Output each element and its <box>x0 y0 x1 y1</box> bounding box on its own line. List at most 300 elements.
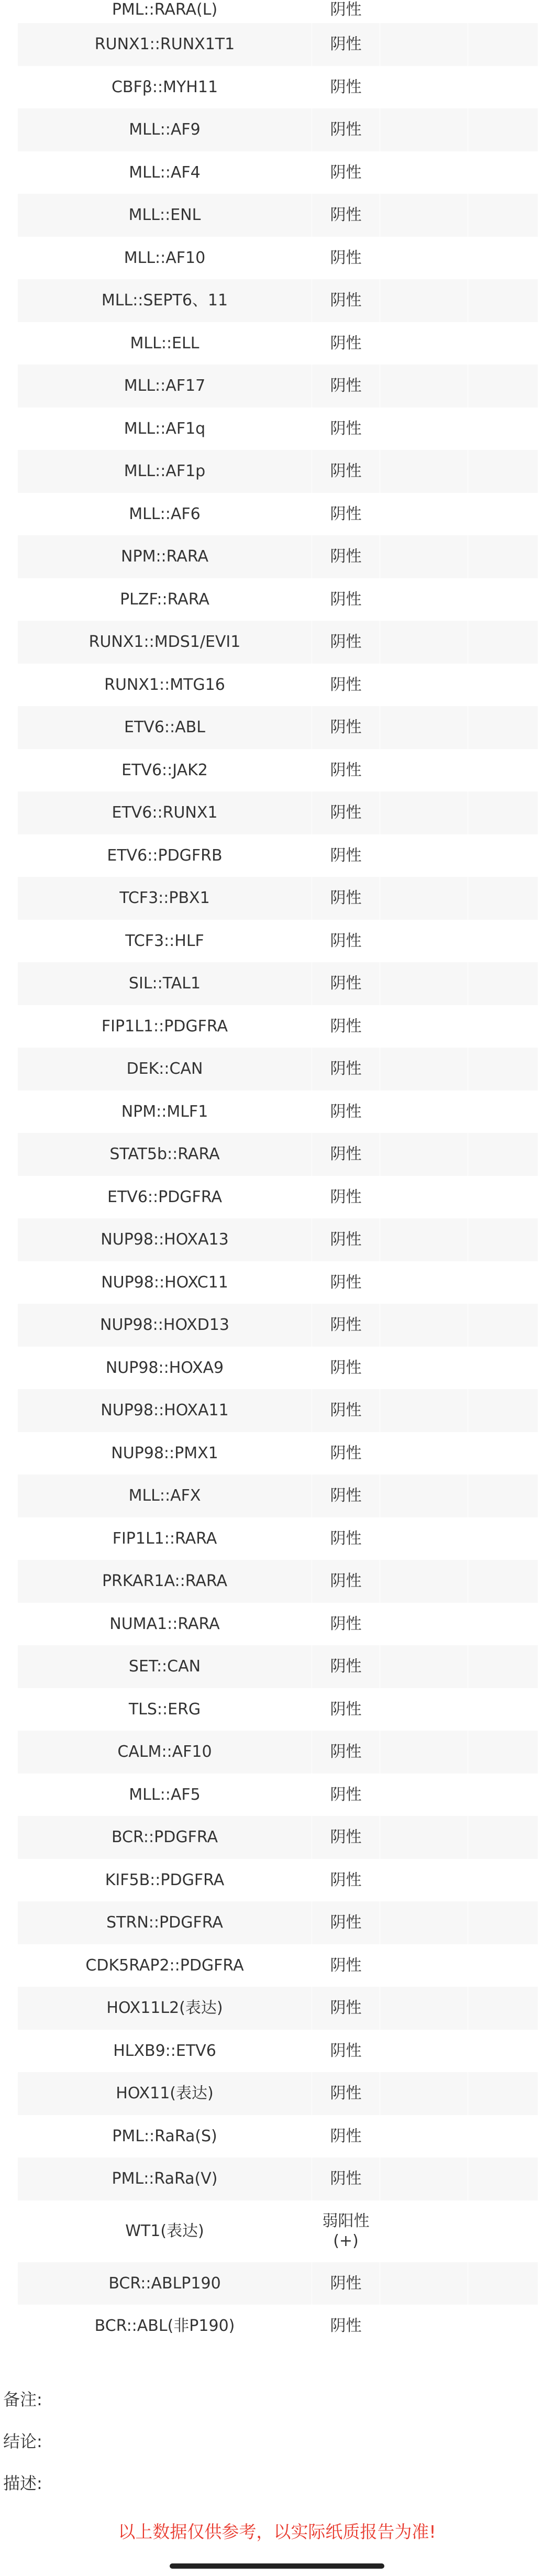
table-row <box>18 2200 538 2262</box>
item-cell <box>18 1944 312 1987</box>
result-cell <box>312 1347 380 1390</box>
result-value: 阴性 <box>330 2127 362 2145</box>
remark-label: 备注: <box>3 2390 42 2409</box>
empty-cell <box>380 1987 468 2030</box>
item-cell <box>18 1774 312 1817</box>
item-name: MLL::AFX <box>128 1487 201 1505</box>
result-value: 阴性 <box>330 1316 362 1334</box>
empty-cell <box>468 194 538 237</box>
result-value: 阴性 <box>330 163 362 182</box>
item-cell <box>18 1432 312 1475</box>
home-indicator[interactable] <box>170 2563 384 2569</box>
table-row <box>18 1859 538 1902</box>
table-row <box>18 365 538 408</box>
empty-cell <box>380 2262 468 2305</box>
result-value: 阴性 <box>330 2274 362 2293</box>
empty-cell <box>468 791 538 834</box>
result-value: 阴性 <box>330 1657 362 1676</box>
result-cell <box>312 1944 380 1987</box>
result-value: 阴性 <box>330 889 362 907</box>
item-cell <box>18 2030 312 2073</box>
empty-cell <box>468 1304 538 1347</box>
empty-cell <box>380 578 468 621</box>
empty-cell <box>468 322 538 365</box>
result-value: 阴性 <box>330 504 362 523</box>
item-name: SIL::TAL1 <box>128 974 201 993</box>
empty-cell <box>468 365 538 408</box>
item-name: PML::RaRa(S) <box>112 2127 217 2145</box>
item-name: PML::RaRa(V) <box>112 2170 218 2188</box>
result-cell <box>312 2030 380 2073</box>
result-value: 阴性 <box>330 1145 362 1163</box>
table-row <box>18 791 538 834</box>
table-row <box>18 151 538 194</box>
empty-cell <box>468 0 538 23</box>
item-name: CALM::AF10 <box>117 1743 212 1761</box>
item-cell <box>18 1859 312 1902</box>
item-cell <box>18 1133 312 1176</box>
item-name: MLL::AF5 <box>129 1785 201 1804</box>
item-cell <box>18 1603 312 1646</box>
result-value: 阴性 <box>330 1230 362 1249</box>
empty-cell <box>468 1603 538 1646</box>
table-row <box>18 493 538 536</box>
item-name: TLS::ERG <box>128 1700 201 1719</box>
empty-cell <box>380 1774 468 1817</box>
item-cell <box>18 1645 312 1688</box>
empty-cell <box>380 322 468 365</box>
table-row <box>18 834 538 877</box>
table-row <box>18 194 538 237</box>
result-cell <box>312 108 380 151</box>
item-name: MLL::AF10 <box>124 248 206 267</box>
empty-cell <box>468 1176 538 1219</box>
item-name: NUMA1::RARA <box>109 1614 220 1633</box>
item-cell <box>18 1731 312 1774</box>
result-value: 阴性 <box>330 2041 362 2060</box>
empty-cell <box>380 1560 468 1603</box>
empty-cell <box>468 834 538 877</box>
result-value: 阴性 <box>330 846 362 865</box>
empty-cell <box>380 1432 468 1475</box>
item-cell <box>18 1091 312 1133</box>
result-cell <box>312 365 380 408</box>
item-name: NPM::RARA <box>121 547 208 566</box>
result-value: 阴性 <box>330 1017 362 1036</box>
table-row <box>18 1901 538 1944</box>
item-name: ETV6::JAK2 <box>121 761 208 779</box>
result-value: 阴性 <box>330 1999 362 2017</box>
result-cell <box>312 2200 380 2262</box>
empty-cell <box>380 2305 468 2348</box>
empty-cell <box>468 237 538 280</box>
result-value: 阴性 <box>330 1 362 19</box>
table-row <box>18 1987 538 2030</box>
result-value: 阴性 <box>330 1273 362 1292</box>
result-cell <box>312 0 380 23</box>
result-value: 阴性 <box>330 1444 362 1462</box>
table-row <box>18 664 538 707</box>
result-cell <box>312 493 380 536</box>
table-row <box>18 1517 538 1560</box>
empty-cell <box>468 1560 538 1603</box>
result-cell <box>312 791 380 834</box>
table-row <box>18 1304 538 1347</box>
empty-cell <box>468 1816 538 1859</box>
result-cell <box>312 1304 380 1347</box>
item-cell <box>18 621 312 664</box>
item-cell <box>18 535 312 578</box>
empty-cell <box>468 1688 538 1731</box>
table-row <box>18 2262 538 2305</box>
item-name: MLL::AF17 <box>124 377 206 395</box>
empty-cell <box>380 2030 468 2073</box>
item-name: NPM::MLF1 <box>121 1102 208 1121</box>
result-value: 阴性 <box>330 803 362 822</box>
item-cell <box>18 365 312 408</box>
empty-cell <box>380 365 468 408</box>
item-cell <box>18 2200 312 2262</box>
item-cell <box>18 1048 312 1091</box>
result-value: 阴性 <box>330 1102 362 1121</box>
table-row <box>18 1731 538 1774</box>
result-cell <box>312 1645 380 1688</box>
item-cell <box>18 0 312 23</box>
result-value: 阴性 <box>330 1529 362 1548</box>
empty-cell <box>468 920 538 963</box>
empty-cell <box>468 1731 538 1774</box>
item-cell <box>18 920 312 963</box>
empty-cell <box>380 2115 468 2158</box>
empty-cell <box>380 1603 468 1646</box>
empty-cell <box>468 1774 538 1817</box>
result-cell <box>312 1005 380 1048</box>
empty-cell <box>380 66 468 109</box>
result-cell <box>312 1261 380 1304</box>
item-name: STRN::PDGFRA <box>106 1913 223 1932</box>
empty-cell <box>468 2305 538 2348</box>
table-row <box>18 1688 538 1731</box>
item-name: NUP98::HOXC11 <box>101 1273 228 1292</box>
empty-cell <box>380 1517 468 1560</box>
table-row <box>18 66 538 109</box>
table-row <box>18 1005 538 1048</box>
result-cell <box>312 877 380 920</box>
item-cell <box>18 1218 312 1261</box>
result-cell <box>312 2157 380 2200</box>
item-name: MLL::ELL <box>130 334 200 353</box>
result-value: 阴性 <box>330 120 362 139</box>
result-value: 阴性 <box>330 1956 362 1975</box>
empty-cell <box>380 664 468 707</box>
empty-cell <box>468 1944 538 1987</box>
item-name: MLL::AF6 <box>129 504 201 523</box>
empty-cell <box>380 1474 468 1517</box>
empty-cell <box>468 1048 538 1091</box>
empty-cell <box>468 1218 538 1261</box>
result-value: 阴性 <box>330 1358 362 1377</box>
empty-cell <box>468 23 538 66</box>
empty-cell <box>380 1091 468 1133</box>
empty-cell <box>380 1005 468 1048</box>
table-row <box>18 535 538 578</box>
result-cell <box>312 450 380 493</box>
result-value: 阴性 <box>330 1913 362 1932</box>
empty-cell <box>380 2200 468 2262</box>
empty-cell <box>380 408 468 450</box>
table-row <box>18 1218 538 1261</box>
result-cell <box>312 1859 380 1902</box>
table-row <box>18 108 538 151</box>
item-cell <box>18 1389 312 1432</box>
result-cell <box>312 834 380 877</box>
result-value: 阴性 <box>330 1785 362 1804</box>
empty-cell <box>468 1347 538 1390</box>
empty-cell <box>468 2157 538 2200</box>
table-row <box>18 1133 538 1176</box>
item-name: RUNX1::MTG16 <box>104 675 225 694</box>
table-row <box>18 1603 538 1646</box>
result-cell <box>312 279 380 322</box>
result-value: 阴性 <box>330 35 362 53</box>
empty-cell <box>468 408 538 450</box>
result-cell <box>312 1432 380 1475</box>
item-name: NUP98::HOXA13 <box>101 1230 229 1249</box>
item-name: CBFβ::MYH11 <box>111 78 218 96</box>
result-value: 阴性 <box>330 377 362 395</box>
empty-cell <box>380 1731 468 1774</box>
result-value: 阴性 <box>330 1700 362 1719</box>
result-cell <box>312 1218 380 1261</box>
item-cell <box>18 1347 312 1390</box>
empty-cell <box>468 66 538 109</box>
result-cell <box>312 408 380 450</box>
item-cell <box>18 408 312 450</box>
result-cell <box>312 1133 380 1176</box>
item-cell <box>18 578 312 621</box>
item-name: FIP1L1::PDGFRA <box>101 1017 228 1036</box>
item-name: PML::RARA(L) <box>112 1 218 19</box>
empty-cell <box>468 749 538 792</box>
table-row <box>18 621 538 664</box>
empty-cell <box>468 450 538 493</box>
item-cell <box>18 791 312 834</box>
result-value: 阴性 <box>330 462 362 480</box>
item-cell <box>18 1176 312 1219</box>
table-row <box>18 1944 538 1987</box>
result-value: 阴性 <box>330 291 362 310</box>
item-cell <box>18 23 312 66</box>
result-cell <box>312 1816 380 1859</box>
item-name: KIF5B::PDGFRA <box>105 1870 225 1889</box>
item-name: HOX11L2(表达) <box>106 1999 223 2017</box>
empty-cell <box>468 1133 538 1176</box>
result-cell <box>312 962 380 1005</box>
result-value: 阴性 <box>330 419 362 438</box>
item-name: STAT5b::RARA <box>109 1145 220 1163</box>
item-cell <box>18 66 312 109</box>
item-cell <box>18 664 312 707</box>
result-cell <box>312 664 380 707</box>
table-row <box>18 237 538 280</box>
empty-cell <box>380 749 468 792</box>
empty-cell <box>468 2030 538 2073</box>
empty-cell <box>468 664 538 707</box>
empty-cell <box>468 1645 538 1688</box>
table-row <box>18 2030 538 2073</box>
empty-cell <box>380 1901 468 1944</box>
item-cell <box>18 1304 312 1347</box>
table-row <box>18 1774 538 1817</box>
result-cell <box>312 1389 380 1432</box>
empty-cell <box>380 23 468 66</box>
empty-cell <box>468 877 538 920</box>
item-cell <box>18 1560 312 1603</box>
result-value: 阴性 <box>330 78 362 96</box>
result-cell <box>312 1901 380 1944</box>
table-row <box>18 2157 538 2200</box>
result-cell <box>312 1603 380 1646</box>
result-value: 阴性 <box>330 761 362 779</box>
empty-cell <box>380 1304 468 1347</box>
item-cell <box>18 1987 312 2030</box>
result-value: 阴性 <box>330 1614 362 1633</box>
table-row <box>18 1048 538 1091</box>
result-value: 阴性 <box>330 675 362 694</box>
empty-cell <box>380 962 468 1005</box>
result-value: 阴性 <box>330 2170 362 2188</box>
empty-cell <box>468 1901 538 1944</box>
item-cell <box>18 279 312 322</box>
item-cell <box>18 322 312 365</box>
empty-cell <box>380 2157 468 2200</box>
empty-cell <box>380 450 468 493</box>
item-name: TCF3::PBX1 <box>119 889 210 907</box>
empty-cell <box>468 1474 538 1517</box>
item-name: MLL::AF4 <box>129 163 201 182</box>
table-row <box>18 1816 538 1859</box>
item-name: HLXB9::ETV6 <box>113 2041 216 2060</box>
table-row <box>18 23 538 66</box>
empty-cell <box>380 877 468 920</box>
result-value: 阴性 <box>330 1187 362 1206</box>
empty-cell <box>380 1859 468 1902</box>
item-name: RUNX1::MDS1/EVI1 <box>88 633 241 651</box>
table-row <box>18 1645 538 1688</box>
empty-cell <box>468 535 538 578</box>
result-cell <box>312 920 380 963</box>
empty-cell <box>380 1048 468 1091</box>
table-row <box>18 706 538 749</box>
result-value: 阴性 <box>330 547 362 566</box>
result-value: 阴性 <box>330 633 362 651</box>
item-name: PLZF::RARA <box>120 590 209 609</box>
item-name: SET::CAN <box>128 1657 201 1676</box>
item-name: MLL::ENL <box>128 206 201 224</box>
item-cell <box>18 2305 312 2348</box>
empty-cell <box>468 2072 538 2115</box>
empty-cell <box>380 1688 468 1731</box>
table-row <box>18 2115 538 2158</box>
result-value: 阴性 <box>330 2317 362 2335</box>
result-cell <box>312 1517 380 1560</box>
empty-cell <box>380 237 468 280</box>
empty-cell <box>380 1176 468 1219</box>
empty-cell <box>380 1133 468 1176</box>
result-cell <box>312 535 380 578</box>
item-name: MLL::AF1q <box>124 419 206 438</box>
gene-fusion-result-table <box>18 0 538 2348</box>
table-row <box>18 1261 538 1304</box>
item-cell <box>18 877 312 920</box>
item-name: PRKAR1A::RARA <box>102 1572 228 1590</box>
table-row <box>18 578 538 621</box>
result-cell <box>312 749 380 792</box>
result-cell <box>312 621 380 664</box>
item-cell <box>18 1474 312 1517</box>
result-cell <box>312 578 380 621</box>
result-value: 阴性 <box>330 1828 362 1846</box>
item-cell <box>18 1901 312 1944</box>
empty-cell <box>468 706 538 749</box>
table-row <box>18 877 538 920</box>
item-name: HOX11(表达) <box>116 2084 214 2102</box>
result-cell <box>312 2262 380 2305</box>
empty-cell <box>468 151 538 194</box>
item-name: FIP1L1::RARA <box>112 1529 217 1548</box>
result-cell <box>312 66 380 109</box>
empty-cell <box>380 1261 468 1304</box>
table-row <box>18 1389 538 1432</box>
result-cell <box>312 2115 380 2158</box>
item-name: ETV6::PDGFRA <box>107 1187 222 1206</box>
empty-cell <box>380 279 468 322</box>
item-cell <box>18 450 312 493</box>
empty-cell <box>380 834 468 877</box>
table-row <box>18 920 538 963</box>
item-name: ETV6::ABL <box>124 718 205 736</box>
description-label: 描述: <box>3 2473 42 2493</box>
empty-cell <box>468 1091 538 1133</box>
result-cell <box>312 322 380 365</box>
result-cell <box>312 237 380 280</box>
empty-cell <box>468 1389 538 1432</box>
item-name: BCR::ABLP190 <box>108 2274 221 2293</box>
item-name: BCR::ABL(非P190) <box>94 2317 235 2335</box>
result-value: 阴性 <box>330 1572 362 1590</box>
result-cell <box>312 1474 380 1517</box>
empty-cell <box>468 2200 538 2262</box>
result-value: 阴性 <box>330 718 362 736</box>
result-value: 阴性 <box>330 1870 362 1889</box>
empty-cell <box>468 621 538 664</box>
result-cell <box>312 706 380 749</box>
empty-cell <box>380 535 468 578</box>
item-cell <box>18 1261 312 1304</box>
table-row <box>18 322 538 365</box>
table-row <box>18 1176 538 1219</box>
item-cell <box>18 2072 312 2115</box>
item-cell <box>18 151 312 194</box>
empty-cell <box>468 1517 538 1560</box>
item-name: CDK5RAP2::PDGFRA <box>85 1956 244 1975</box>
empty-cell <box>468 1005 538 1048</box>
item-name: MLL::AF9 <box>129 120 201 139</box>
table-row <box>18 1474 538 1517</box>
conclusion-label: 结论: <box>3 2431 42 2451</box>
empty-cell <box>468 962 538 1005</box>
item-cell <box>18 2262 312 2305</box>
